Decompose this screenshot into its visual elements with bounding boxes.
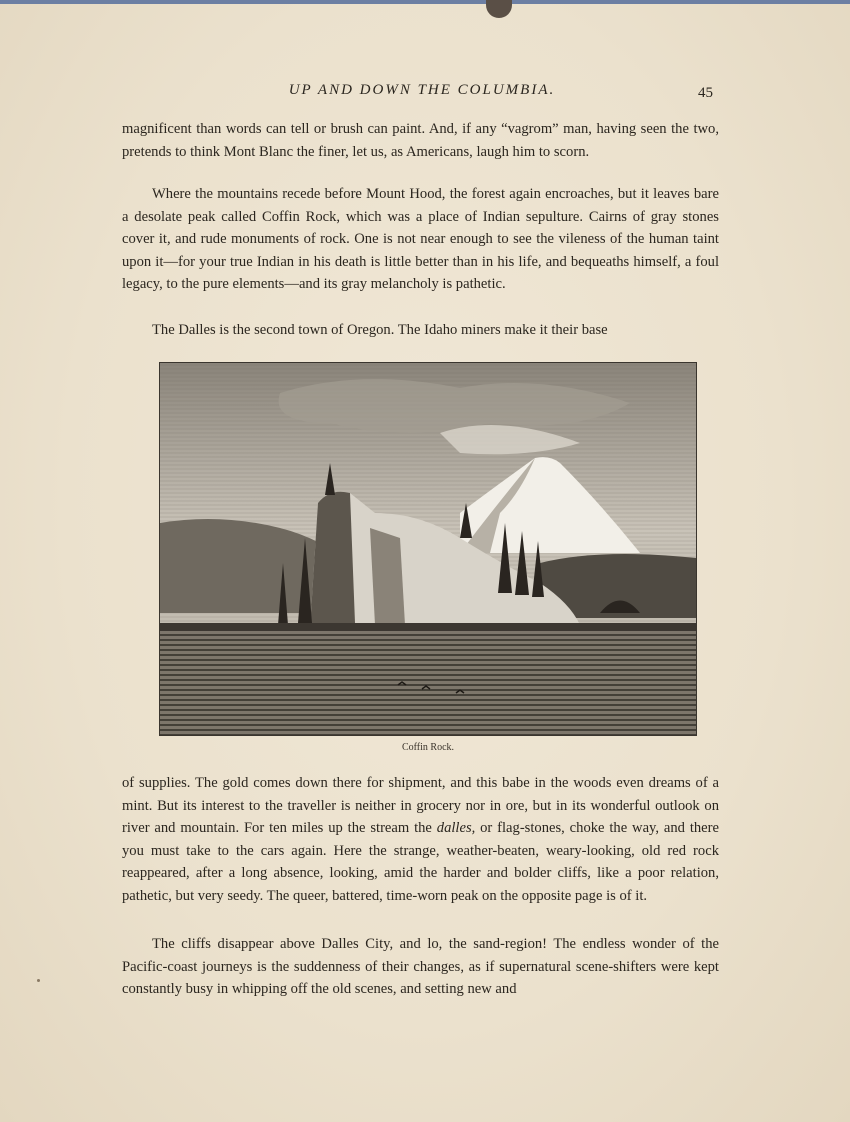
- figure-caption: Coffin Rock.: [401, 742, 455, 753]
- paragraph-5-text: The cliffs disappear above Dalles City, and lo, the sand-region! The endless wonder of the Pacific-coast journeys is the suddenness of their changes, as if supernatural scene-shifters were kept constantly busy in whipping off the old scenes, and setting new and: [122, 936, 719, 997]
- binding-hole: [486, 0, 512, 18]
- paragraph-4-text-a: of supplies. The gold comes down there for shipment, and this babe in the woods even dreams of a mint. But its interest to the traveller is neither in grocery nor in ore, but in its wonderful outlook on river and mountain. For ten miles up the stream the: [122, 775, 719, 836]
- page-number: 45: [698, 85, 713, 101]
- paragraph-2-text: Where the mountains recede before Mount Hood, the forest again encroaches, but it leaves bare a desolate peak called Coffin Rock, which was a place of Indian sepulture. Cairns of gray stones cover it, and rude monuments of rock. One is not near enough to see the vileness of the human taint upon it—for your true Indian in his death is little better than in his life, and bequeaths himself, a foul legacy, to the pure elements—and its gray melancholy is pathetic.: [122, 186, 719, 292]
- paragraph-3: [122, 319, 719, 342]
- running-title: UP AND DOWN THE COLUMBIA.: [288, 82, 556, 98]
- engraving-illustration: [160, 363, 696, 735]
- page-top-edge: [0, 0, 850, 4]
- paragraph-4-text-b: or flag-stones, choke the way, and there you must take to the cars again. Here the strange, weather-beaten, weary-looking, old red rock reappeared, after a long absence, looking, amid the harder and bolder cliffs, like a poor relation, pathetic, but very seedy. The queer, battered, time-worn peak on the opposite page is of it.: [122, 820, 719, 904]
- paragraph-4: [122, 772, 719, 907]
- paragraph-4-italic: dalles,: [436, 820, 476, 836]
- paragraph-3-text: The Dalles is the second town of Oregon. The Idaho miners make it their base: [152, 322, 608, 338]
- paragraph-5: [122, 933, 719, 1001]
- paragraph-2: [122, 183, 719, 296]
- engraving-coffin-rock: [159, 362, 697, 736]
- paragraph-1: [122, 118, 719, 163]
- paragraph-1-text: magnificent than words can tell or brush can paint. And, if any “vagrom” man, having seen the two, pretends to think Mont Blanc the finer, let us, as Americans, laugh him to scorn.: [122, 121, 719, 160]
- paper-speck: [37, 979, 40, 982]
